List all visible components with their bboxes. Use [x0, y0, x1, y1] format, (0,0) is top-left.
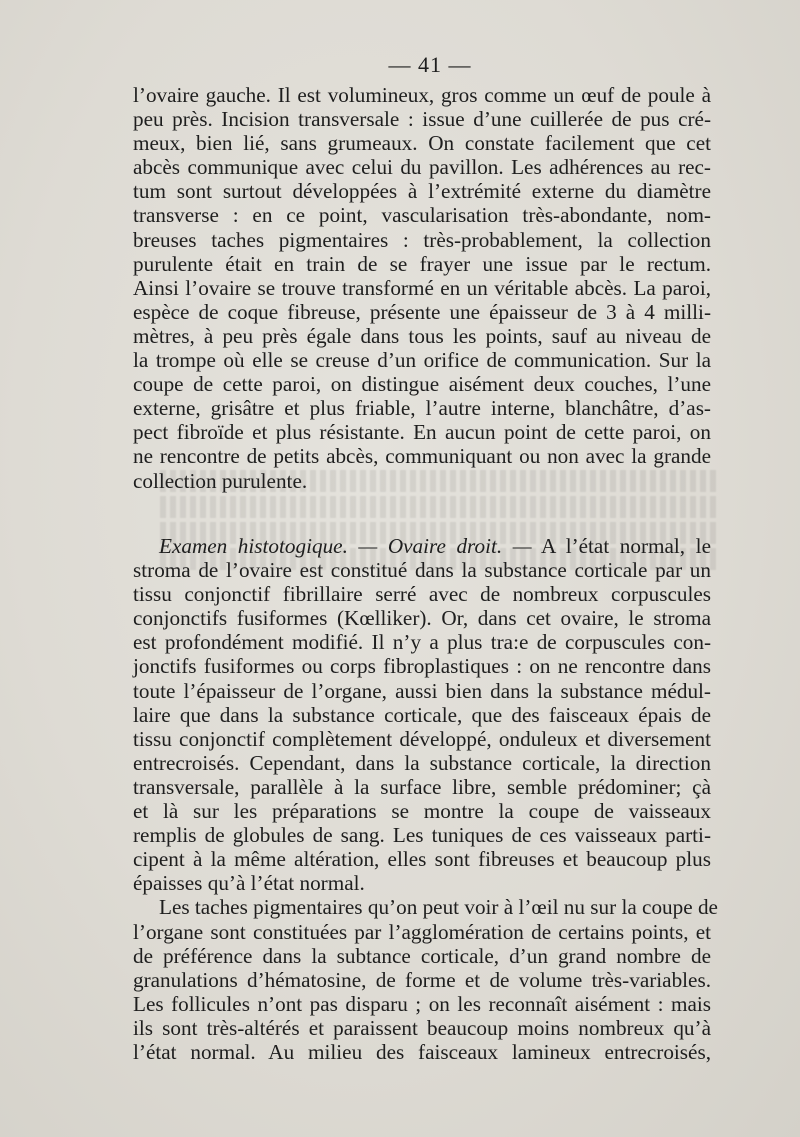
- text-line: conjonctifs fusiformes (Kœlliker). Or, dans cet ovaire, le stroma: [133, 606, 711, 631]
- text-line: collection purulente.: [133, 468, 308, 493]
- text-line: purulente était en train de se frayer une issue par le rectum.: [133, 251, 711, 276]
- text-line: espèce de coque fibreuse, présente une épaisseur de 3 à 4 milli-: [133, 299, 711, 324]
- text-line: abcès communique avec celui du pavillon. Les adhérences au rec-: [133, 155, 711, 180]
- text-line: stroma de l’ovaire est constitué dans la substance corticale par un: [133, 558, 711, 583]
- text-line: entrecroisés. Cependant, dans la substance corticale, la direction: [133, 750, 711, 775]
- text-line: breuses taches pigmentaires : très-probablement, la collection: [133, 227, 711, 252]
- text-line: est profondément modifié. Il n’y a plus tra:e de corpuscules con-: [133, 630, 711, 655]
- text-line: l’état normal. Au milieu des faisceaux lamineux entrecroisés,: [133, 1039, 711, 1064]
- text-line: tissu conjonctif complètement développé, onduleux et diversement: [133, 726, 711, 751]
- section-examen-histologique: [133, 534, 718, 1064]
- text-line: la trompe où elle se creuse d’un orifice de communication. Sur la: [133, 348, 711, 373]
- page-number: — 41 —: [388, 52, 472, 77]
- section-heading-line: [133, 534, 711, 558]
- text-line: ne rencontre de petits abcès, communiquant ou non avec la grande: [133, 444, 711, 469]
- text-line: externe, grisâtre et plus friable, l’autre interne, blanchâtre, d’as-: [133, 396, 711, 421]
- text-line: peu près. Incision transversale : issue d’une cuillerée de pus cré-: [133, 107, 711, 132]
- text-line: toute l’épaisseur de l’organe, aussi bien dans la substance médul-: [133, 678, 711, 703]
- text-line: cipent à la même altération, elles sont fibreuses et beaucoup plus: [133, 847, 711, 872]
- text-line: ils sont très-altérés et paraissent beaucoup moins nombreux qu’à: [133, 1015, 711, 1040]
- text-line: meux, bien lié, sans grumeaux. On constate facilement que cet: [133, 131, 711, 156]
- text-line: tissu conjonctif fibrillaire serré avec de nombreux corpuscules: [133, 582, 711, 607]
- section-heading: Examen histotogique. — Ovaire droit. —: [159, 534, 532, 558]
- text-line: l’organe sont constituées par l’agglomération de certains points, et: [133, 919, 711, 944]
- text-line: transversale, parallèle à la surface libre, semble prédominer; çà: [133, 774, 711, 799]
- text-line: Ainsi l’ovaire se trouve transformé en un véritable abcès. La paroi,: [133, 275, 711, 300]
- text-line: mètres, à peu près égale dans tous les points, sauf au niveau de: [133, 323, 711, 348]
- text-line: épaisses qu’à l’état normal.: [133, 871, 365, 896]
- text-line: jonctifs fusiformes ou corps fibroplastiques : on ne rencontre dans: [133, 654, 711, 679]
- text-line: de préférence dans la subtance corticale, d’un grand nombre de: [133, 943, 711, 968]
- text-line: pect fibroïde et plus résistante. En aucun point de cette paroi, on: [133, 420, 711, 445]
- text-line: coupe de cette paroi, on distingue aisément deux couches, l’une: [133, 372, 711, 397]
- text-line: tum sont surtout développées à l’extrémité externe du diamètre: [133, 179, 711, 204]
- text-line: l’ovaire gauche. Il est volumineux, gros comme un œuf de poule à: [133, 83, 711, 107]
- text-line: Les taches pigmentaires qu’on peut voir à l’œil nu sur la coupe de: [159, 895, 718, 920]
- text-line: granulations d’hématosine, de forme et de volume très-variables.: [133, 967, 711, 992]
- text-line: transverse : en ce point, vascularisation très-abondante, nom-: [133, 203, 711, 228]
- paragraph-ovaire-gauche: [133, 83, 711, 493]
- text-line: Les follicules n’ont pas disparu ; on les reconnaît aisément : mais: [133, 991, 711, 1016]
- heading-continuation: A l’état normal, le: [541, 534, 711, 558]
- text-line: laire que dans la substance corticale, que des faisceaux épais de: [133, 702, 711, 727]
- text-line: et là sur les préparations se montre la coupe de vaisseaux: [133, 799, 711, 824]
- text-line: remplis de globules de sang. Les tuniques de ces vaisseaux parti-: [133, 823, 711, 848]
